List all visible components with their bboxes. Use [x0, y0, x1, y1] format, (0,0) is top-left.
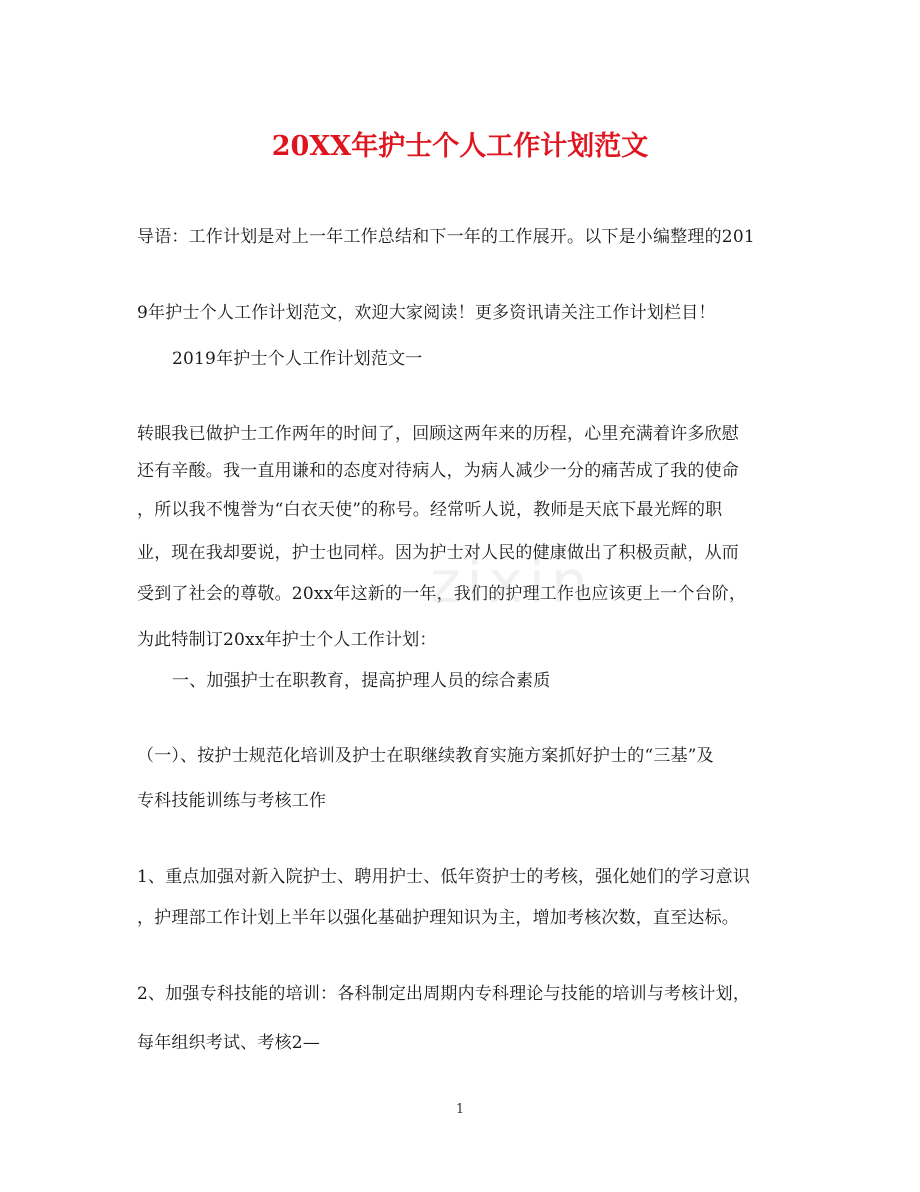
- section-heading: 一、加强护士在职教育，提高护理人员的综合素质: [172, 671, 551, 691]
- paragraph-line: 2、加强专科技能的培训：各科制定出周期内专科理论与技能的培训与考核计划，: [137, 984, 751, 1004]
- section-heading: 2019年护士个人工作计划范文一: [172, 349, 423, 369]
- paragraph-line: 为此特制订20xx年护士个人工作计划：: [137, 630, 437, 650]
- watermark: zixin: [430, 548, 594, 616]
- page-number: 1: [455, 1102, 465, 1117]
- paragraph-line: 还有辛酸。我一直用谦和的态度对待病人，为病人减少一分的痛苦成了我的使命: [137, 461, 739, 481]
- paragraph-line: 业，现在我却要说，护士也同样。因为护士对人民的健康做出了积极贡献，从而: [137, 543, 739, 563]
- paragraph-line: 9年护士个人工作计划范文，欢迎大家阅读！更多资讯请关注工作计划栏目！: [137, 303, 716, 323]
- paragraph-line: 受到了社会的尊敬。20xx年这新的一年，我们的护理工作也应该更上一个台阶，: [137, 584, 747, 604]
- paragraph-line: 专科技能训练与考核工作: [137, 791, 327, 811]
- document-title: 20XX年护士个人工作计划范文: [271, 131, 649, 162]
- paragraph-line: ，所以我不愧誉为“白衣天使”的称号。经常听人说，教师是天底下最光辉的职: [137, 500, 723, 520]
- paragraph-line: ，护理部工作计划上半年以强化基础护理知识为主，增加考核次数，直至达标。: [137, 908, 739, 928]
- paragraph-line: （一）、按护士规范化培训及护士在职继续教育实施方案抓好护士的“三基”及: [137, 746, 714, 766]
- paragraph-line: 导语：工作计划是对上一年工作总结和下一年的工作展开。以下是小编整理的201: [137, 227, 755, 247]
- paragraph-line: 1、重点加强对新入院护士、聘用护士、低年资护士的考核，强化她们的学习意识: [137, 867, 751, 887]
- paragraph-line: 每年组织考试、考核2—: [137, 1033, 321, 1053]
- paragraph-line: 转眼我已做护士工作两年的时间了，回顾这两年来的历程，心里充满着许多欣慰: [137, 424, 739, 444]
